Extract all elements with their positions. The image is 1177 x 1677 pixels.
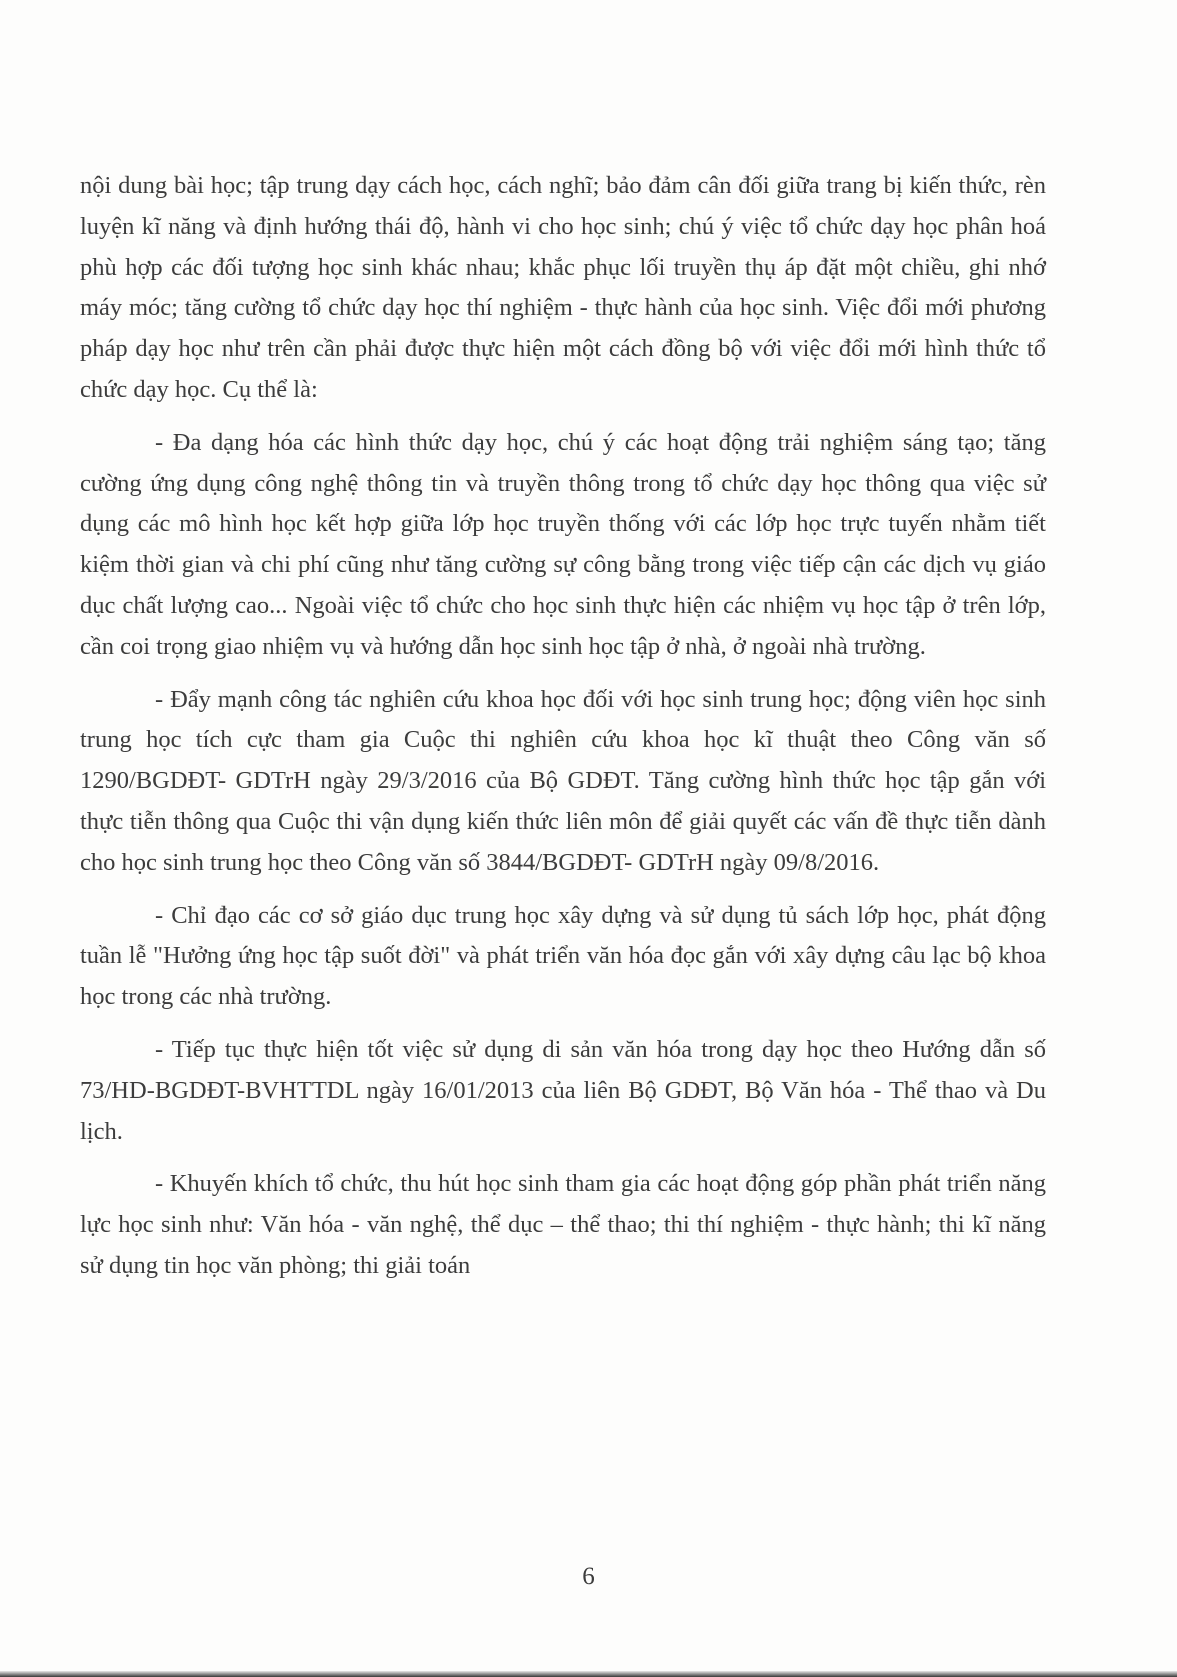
scan-bottom-edge [0, 1671, 1177, 1677]
paragraph-student-activities: - Khuyến khích tổ chức, thu hút học sinh tham gia các hoạt động góp phần phát triển năng lực học sinh như: Văn hóa - văn nghệ, thể dục – thể thao; thi thí nghiệm - thực hành; thi kĩ năng sử dụng tin học văn phòng; thi giải toán [80, 1170, 1046, 1279]
paragraph-cultural-heritage: - Tiếp tục thực hiện tốt việc sử dụng di sản văn hóa trong dạy học theo Hướng dẫn số 73/HD-BGDĐT-BVHTTDL ngày 16/01/2013 của liên Bộ GDĐT, Bộ Văn hóa - Thể thao và Du lịch. [80, 1035, 1046, 1145]
paragraph-diversify-teaching: - Đa dạng hóa các hình thức dạy học, chú ý các hoạt động trải nghiệm sáng tạo; tăng cường ứng dụng công nghệ thông tin và truyền thông trong tổ chức dạy học thông qua việc sử dụng các mô hình học kết hợp giữa lớp học truyền thống với các lớp học trực tuyến nhằm tiết kiệm thời gian và chi phí cũng như tăng cường sự công bằng trong việc tiếp cận các dịch vụ giáo dục chất lượng cao... Ngoài việc tổ chức cho học sinh thực hiện các nhiệm vụ học tập ở trên lớp, cần coi trọng giao nhiệm vụ và hướng dẫn học sinh học tập ở nhà, ở ngoài nhà trường. [80, 428, 1046, 660]
paragraph-bookshelf-reading: - Chỉ đạo các cơ sở giáo dục trung học xây dựng và sử dụng tủ sách lớp học, phát động tuần lễ "Hưởng ứng học tập suốt đời" và phát triển văn hóa đọc gắn với xây dựng câu lạc bộ khoa học trong các nhà trường. [80, 901, 1046, 1011]
paragraph-research-promotion: - Đẩy mạnh công tác nghiên cứu khoa học đối với học sinh trung học; động viên học sinh trung học tích cực tham gia Cuộc thi nghiên cứu khoa học kĩ thuật theo Công văn số 1290/BGDĐT- GDTrH ngày 29/3/2016 của Bộ GDĐT. Tăng cường hình thức học tập gắn với thực tiễn thông qua Cuộc thi vận dụng kiến thức liên môn để giải quyết các vấn đề thực tiễn dành cho học sinh trung học theo Công văn số 3844/BGDĐT- GDTrH ngày 09/8/2016. [80, 685, 1046, 876]
page-number: 6 [582, 1563, 595, 1590]
paragraph-continuation: nội dung bài học; tập trung dạy cách học, cách nghĩ; bảo đảm cân đối giữa trang bị kiến thức, rèn luyện kĩ năng và định hướng thái độ, hành vi cho học sinh; chú ý việc tổ chức dạy học phân hoá phù hợp các đối tượng học sinh khác nhau; khắc phục lối truyền thụ áp đặt một chiều, ghi nhớ máy móc; tăng cường tổ chức dạy học thí nghiệm - thực hành của học sinh. Việc đổi mới phương pháp dạy học như trên cần phải được thực hiện một cách đồng bộ với việc đổi mới hình thức tổ chức dạy học. Cụ thể là: [80, 172, 1046, 403]
body-text [80, 166, 1046, 1287]
